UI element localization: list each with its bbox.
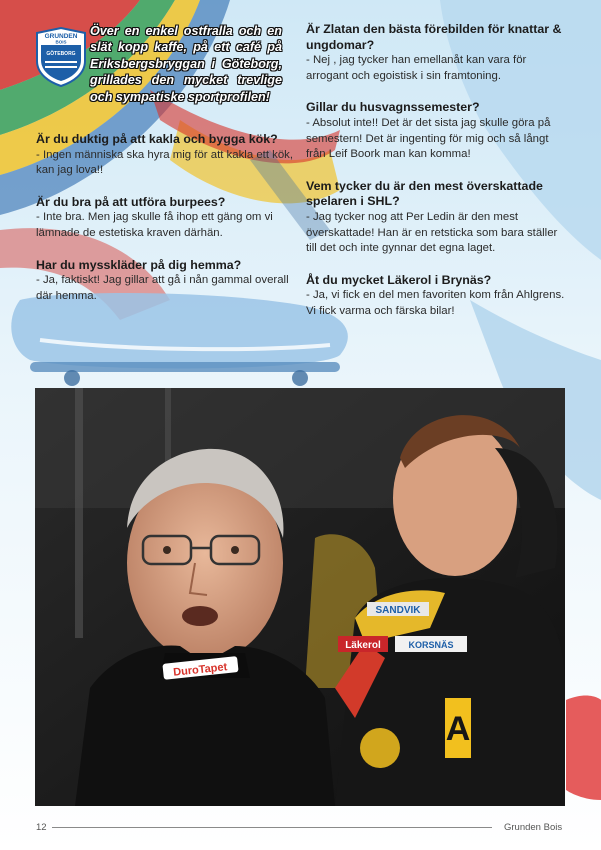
qa-item xyxy=(306,273,568,320)
question: Har du mysskläder på dig hemma? xyxy=(36,257,242,272)
logo-text-top: GRUNDEN xyxy=(44,33,78,40)
captain-letter: A xyxy=(445,710,471,748)
question: Är du bra på att utföra burpees? xyxy=(36,194,226,209)
qa-item xyxy=(306,100,568,162)
publication-name: Grunden Bois xyxy=(504,822,563,833)
answer: - Jag tycker nog att Per Ledin är den mest överskattade! Han är en retsticka som bara ställer till det och inte gynnar det egna laget. xyxy=(306,210,558,255)
answer: - Absolut inte!! Det är det sista jag skulle göra på semestern! Det är ingenting för mig och så långt från Leif Boork man kan komma! xyxy=(306,116,551,161)
coach-and-player-photo xyxy=(35,388,565,806)
logo-text-bottom: GÖTEBORG xyxy=(46,51,76,57)
question: Vem tycker du är den mest överskattade spelaren i SHL? xyxy=(306,178,543,209)
collar-brand: DuroTapet xyxy=(172,661,228,679)
intro-text: Över en enkel ostfralla och en slät kopp kaffe, på ett café på Eriksbergsbryggan i Göteborg, grillades den mycket trevlige och sympatiske sportprofilen! xyxy=(90,24,282,104)
question: Gillar du husvagnssemester? xyxy=(306,100,480,115)
grunden-bois-logo xyxy=(35,27,87,87)
sponsor-lakerol: Läkerol xyxy=(345,640,381,651)
qa-item xyxy=(306,22,568,84)
logo-text-top2: BOIS xyxy=(55,39,67,45)
question: Är du duktig på att kakla och bygga kök? xyxy=(36,132,278,146)
answer: - Inte bra. Men jag skulle få ihop ett gäng om vi lämnade de estetiska kraven därhän. xyxy=(36,211,273,239)
left-column xyxy=(36,132,298,320)
sponsor-sandvik: SANDVIK xyxy=(375,605,421,616)
question: Är Zlatan den bästa förebilden för knattar & ungdomar? xyxy=(306,22,562,52)
qa-item xyxy=(36,258,298,305)
answer: - Ingen människa ska hyra mig för att kakla ett kök, kan jag lova!! xyxy=(36,148,294,177)
qa-item xyxy=(36,132,298,179)
right-column xyxy=(306,22,568,336)
qa-item xyxy=(36,195,298,242)
answer: - Ja, faktiskt! Jag gillar att gå i nån gammal overall där hemma. xyxy=(36,274,289,302)
question: Åt du mycket Läkerol i Brynäs? xyxy=(306,272,492,287)
sponsor-korsnas: KORSNÄS xyxy=(408,640,454,650)
answer: - Nej , jag tycker han emellanåt kan vara för arrogant och egoistisk i sin framtoning. xyxy=(306,54,527,82)
qa-item xyxy=(306,179,568,257)
answer: - Ja, vi fick en del men favoriten kom från Ahlgrens. Vi fick varma och färska bilar! xyxy=(306,289,565,317)
page-number: 12 xyxy=(36,822,47,833)
footer-divider xyxy=(52,827,492,828)
